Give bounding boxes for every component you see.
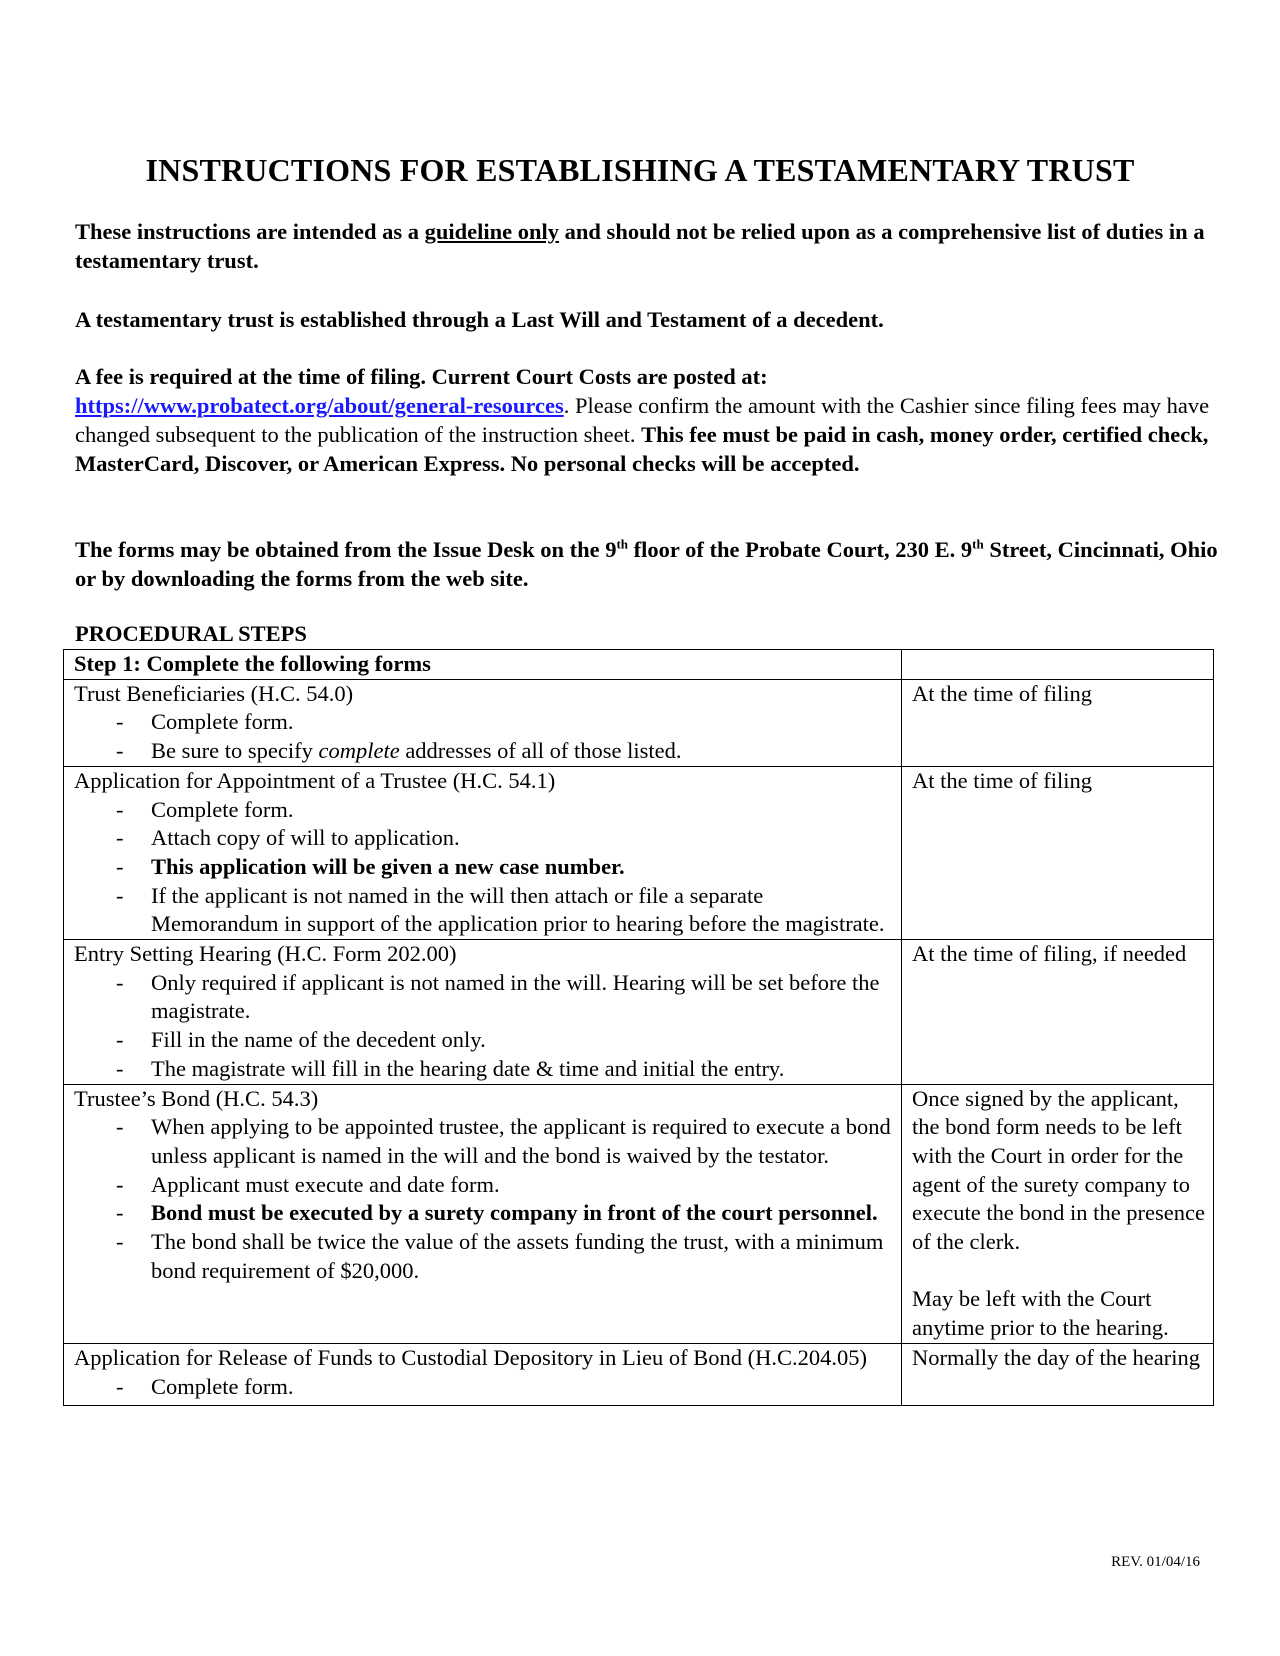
list-item: - Attach copy of will to application.	[116, 825, 460, 851]
timing-cell: At the time of filing	[902, 766, 1214, 939]
revision-footer: REV. 01/04/16	[1111, 1554, 1200, 1570]
list-item: - Be sure to specify complete addresses of all of those listed.	[116, 738, 682, 764]
list-item: - If the applicant is not named in the will then attach or file a separate Memorandum in support of the application prior to hearing before the magistrate.	[116, 882, 885, 937]
timing-cell: Normally the day of the hearing	[902, 1343, 1214, 1405]
forms-location-paragraph: The forms may be obtained from the Issue Desk on the 9th floor of the Probate Court, 230 E. 9th Street, Cincinnati, Ohio or by downloading the forms from the web site.	[75, 536, 1218, 591]
list-item: - Fill in the name of the decedent only.	[116, 1027, 486, 1053]
instruction-list	[74, 969, 893, 1084]
form-cell	[64, 940, 902, 1085]
timing-cell: At the time of filing, if needed	[902, 940, 1214, 1085]
intro-guideline-paragraph: These instructions are intended as a guideline only and should not be relied upon as a comprehensive list of duties in a testamentary trust.	[75, 219, 1205, 273]
table-row	[64, 940, 1214, 1085]
form-name: Trustee’s Bond (H.C. 54.3)	[74, 1085, 319, 1111]
list-item: - Complete form.	[116, 1373, 294, 1399]
timing-cell: Once signed by the applicant, the bond form needs to be left with the Court in order for the agent of the surety company to execute the bond in the presence of the clerk. May be left with the Court anytime prior to the hearing.	[902, 1084, 1214, 1343]
instruction-list	[74, 708, 893, 765]
guideline-only-underline: guideline only	[424, 219, 560, 244]
court-costs-link[interactable]: https://www.probatect.org/about/general-resources	[75, 393, 564, 418]
table-header-row	[64, 650, 1214, 680]
list-item: - Only required if applicant is not named in the will. Hearing will be set before the magistrate.	[116, 969, 880, 1024]
timing-cell: At the time of filing	[902, 679, 1214, 766]
step-header-cell: Step 1: Complete the following forms	[64, 650, 902, 680]
form-cell	[64, 1343, 902, 1405]
list-item: - Complete form.	[116, 796, 294, 822]
list-item: - Applicant must execute and date form.	[116, 1171, 500, 1197]
table-row	[64, 1343, 1214, 1405]
document-title: INSTRUCTIONS FOR ESTABLISHING A TESTAMENTARY TRUST	[145, 152, 1135, 188]
instruction-list	[74, 796, 893, 940]
list-item: - Bond must be executed by a surety company in front of the court personnel.	[116, 1200, 878, 1226]
fee-paragraph: A fee is required at the time of filing. Current Court Costs are posted at: https://www.probatect.org/about/general-resources. Please confirm the amount with the Cashier since filing fees may have changed subsequent to the publication of the instruction sheet. This fee must be paid in cash, money order, certified check, MasterCard, Discover, or American Express. No personal checks will be accepted.	[75, 364, 1210, 476]
form-cell	[64, 1084, 902, 1343]
form-name: Trust Beneficiaries (H.C. 54.0)	[74, 680, 354, 706]
table-row	[64, 1084, 1214, 1343]
timing-header-cell	[902, 650, 1214, 680]
list-item: - This application will be given a new case number.	[116, 853, 625, 879]
instruction-list	[74, 1113, 893, 1285]
procedural-steps-heading: PROCEDURAL STEPS	[75, 621, 307, 646]
form-cell	[64, 766, 902, 939]
instruction-list	[74, 1373, 893, 1402]
form-name: Application for Release of Funds to Custodial Depository in Lieu of Bond (H.C.204.05)	[74, 1344, 868, 1370]
procedural-steps-table	[63, 649, 1214, 1406]
list-item: - When applying to be appointed trustee, the applicant is required to execute a bond unless applicant is named in the will and the bond is waived by the testator.	[116, 1114, 891, 1168]
list-item: - Complete form.	[116, 709, 294, 735]
form-name: Entry Setting Hearing (H.C. Form 202.00)	[74, 941, 457, 967]
table-row	[64, 766, 1214, 939]
table-row	[64, 679, 1214, 766]
intro-definition-paragraph: A testamentary trust is established through a Last Will and Testament of a decedent.	[75, 307, 884, 332]
list-item: - The magistrate will fill in the hearing date & time and initial the entry.	[116, 1055, 785, 1081]
form-name: Application for Appointment of a Trustee (H.C. 54.1)	[74, 767, 556, 793]
list-item: - The bond shall be twice the value of the assets funding the trust, with a minimum bond requirement of $20,000.	[116, 1229, 884, 1283]
form-cell	[64, 679, 902, 766]
